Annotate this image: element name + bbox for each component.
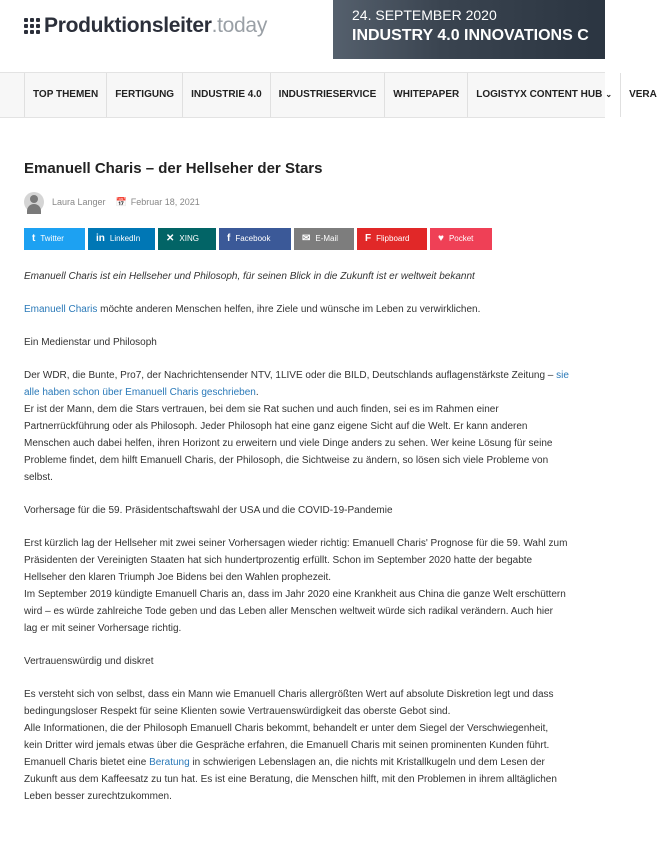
flipboard-icon: F [365, 233, 372, 244]
xing-icon: ✕ [166, 233, 175, 244]
calendar-icon: 📅 [115, 196, 127, 207]
pocket-icon: ♥ [438, 233, 444, 244]
nav-label: TOP THEMEN [33, 89, 99, 100]
article-meta [24, 192, 200, 212]
paragraph [24, 686, 569, 805]
share-pocket-button[interactable] [430, 228, 492, 250]
article-title: Emanuell Charis – der Hellseher der Stars [24, 160, 323, 177]
nav-label: VERA [629, 89, 657, 100]
paragraph-text: Der WDR, die Bunte, Pro7, der Nachrichtensender NTV, 1LIVE oder die BILD, Deutschlands auflagenstärkste Zeitung – [24, 370, 557, 381]
paragraph [24, 535, 569, 637]
article-lead: Emanuell Charis ist ein Hellseher und Philosoph, für seinen Blick in die Zukunft ist er weltweit bekannt [24, 271, 475, 282]
share-linkedin-button[interactable] [88, 228, 155, 250]
nav-item-top-themen[interactable] [24, 73, 106, 117]
logo-dots-icon [24, 18, 40, 34]
linkedin-icon: in [96, 233, 105, 244]
article-date: Februar 18, 2021 [130, 197, 200, 207]
facebook-icon: f [227, 233, 231, 244]
paragraph-text: Erst kürzlich lag der Hellseher mit zwei seiner Vorhersagen wieder richtig: Emanuell Charis' Prognose für die 59. Wahl zum Präsidenten der Vereinigten Staaten hat sich hundertprozentig erfüllt. Schon im September 2020 hatte der begabte Hellseher den klaren Triumph Joe Bidens bei den Wahlen prophezeit. [24, 538, 568, 583]
nav-label: FERTIGUNG [115, 89, 175, 100]
paragraph [24, 301, 569, 318]
nav-item-industrieservice[interactable] [270, 73, 385, 117]
paragraph-text: Alle Informationen, die der Philosoph Emanuell Charis bekommt, behandelt er unter dem Siegel der Verschwiegenheit, kein Dritter wird jemals etwas über die Gespräche erfahren, die Emanuell Charis mit seinen prominenten Kunden führt. [24, 723, 550, 751]
chevron-down-icon: ⌄ [605, 90, 613, 99]
nav-item-fertigung[interactable] [106, 73, 182, 117]
nav-item-logistyx[interactable] [467, 73, 620, 117]
paragraph-text: möchte anderen Menschen helfen, ihre Ziele und wünsche im Leben zu verwirklichen. [97, 304, 481, 315]
nav-item-vera[interactable] [620, 73, 665, 117]
site-logo[interactable] [24, 14, 267, 38]
author-avatar[interactable] [24, 192, 44, 212]
section-heading: Vertrauenswürdig und diskret [24, 656, 154, 667]
paragraph-text: Emanuell Charis bietet eine [24, 757, 150, 768]
mail-icon: ✉ [302, 233, 311, 244]
share-facebook-button[interactable] [219, 228, 291, 250]
beratung-link[interactable]: Beratung [149, 757, 190, 768]
author-name[interactable]: Laura Langer [52, 197, 106, 207]
section-heading: Vorhersage für die 59. Präsidentschaftswahl der USA und die COVID-19-Pandemie [24, 505, 393, 516]
share-xing-button[interactable] [158, 228, 216, 250]
share-label: Twitter [40, 234, 64, 243]
nav-item-whitepaper[interactable] [384, 73, 467, 117]
share-mail-button[interactable] [294, 228, 354, 250]
main-nav [0, 72, 657, 118]
paragraph-text: Es versteht sich von selbst, dass ein Mann wie Emanuell Charis allergrößten Wert auf absolute Diskretion legt und dass bedingungsloser Respekt für seine Klienten sowie Vertrauenswürdigkeit das oberste Gebot sind. [24, 689, 554, 717]
paragraph-text: in schwierigen Lebenslagen an, die nichts mit Kristallkugeln und dem Lesen der Zukunft aus dem Kaffeesatz zu tun hat. Es ist eine Beratung, die Menschen hilft, mit den Problemen in ihrem alltäglichen Leben besser zurechtzukommen. [24, 757, 557, 802]
article-body [24, 268, 569, 821]
banner-date: 24. SEPTEMBER 2020 [352, 7, 497, 23]
logo-sub-text: .today [211, 14, 268, 37]
share-label: E-Mail [315, 234, 339, 243]
nav-label: LOGISTYX CONTENT HUB [476, 89, 603, 100]
share-label: Facebook [235, 234, 271, 243]
paragraph [24, 367, 569, 486]
share-flipboard-button[interactable] [357, 228, 427, 250]
paragraph-text: Er ist der Mann, dem die Stars vertrauen, bei dem sie Rat suchen und auch finden, sei es im Rahmen einer Partnerrückführung oder als Philosoph. Jeder Philosoph hat eine ganz eigene Sicht auf die Welt. Er kann anderen Menschen auch dabei helfen, ihren Horizont zu erweitern und viele Dinge anders zu sehen. Wer keine Lösung für seine Probleme findet, dem hilft Emanuell Charis, der Philosoph, die Sichtweise zu ändern, so lösen sich viele Probleme von selbst. [24, 404, 553, 483]
twitter-icon: t [32, 233, 36, 244]
share-bar [24, 228, 495, 250]
share-twitter-button[interactable] [24, 228, 85, 250]
nav-item-industrie-4-0[interactable] [182, 73, 270, 117]
ad-banner[interactable] [333, 0, 605, 59]
nav-label: INDUSTRIESERVICE [278, 89, 377, 100]
share-label: Pocket [448, 234, 474, 243]
paragraph-text: Im September 2019 kündigte Emanuell Charis an, dass im Jahr 2020 eine Krankheit aus China die ganze Welt erschüttern wird – es würde zahlreiche Tode geben und das Leben aller Menschen weltweit würde sich radikal verändern. Auch hier lag er mit seiner Vorhersage richtig. [24, 589, 566, 634]
media-link[interactable]: sie alle haben schon über Emanuell Charis geschrieben [24, 370, 569, 398]
share-label: XING [179, 234, 199, 243]
share-label: LinkedIn [109, 234, 141, 243]
share-label: Flipboard [376, 234, 410, 243]
section-heading: Ein Medienstar und Philosoph [24, 337, 157, 348]
nav-label: WHITEPAPER [393, 89, 460, 100]
nav-label: INDUSTRIE 4.0 [191, 89, 262, 100]
banner-title: INDUSTRY 4.0 INNOVATIONS C [352, 27, 589, 44]
charis-link[interactable]: Emanuell Charis [24, 304, 98, 315]
site-header [0, 0, 605, 72]
logo-main-text: Produktionsleiter [44, 14, 212, 37]
paragraph-text: . [255, 387, 259, 398]
